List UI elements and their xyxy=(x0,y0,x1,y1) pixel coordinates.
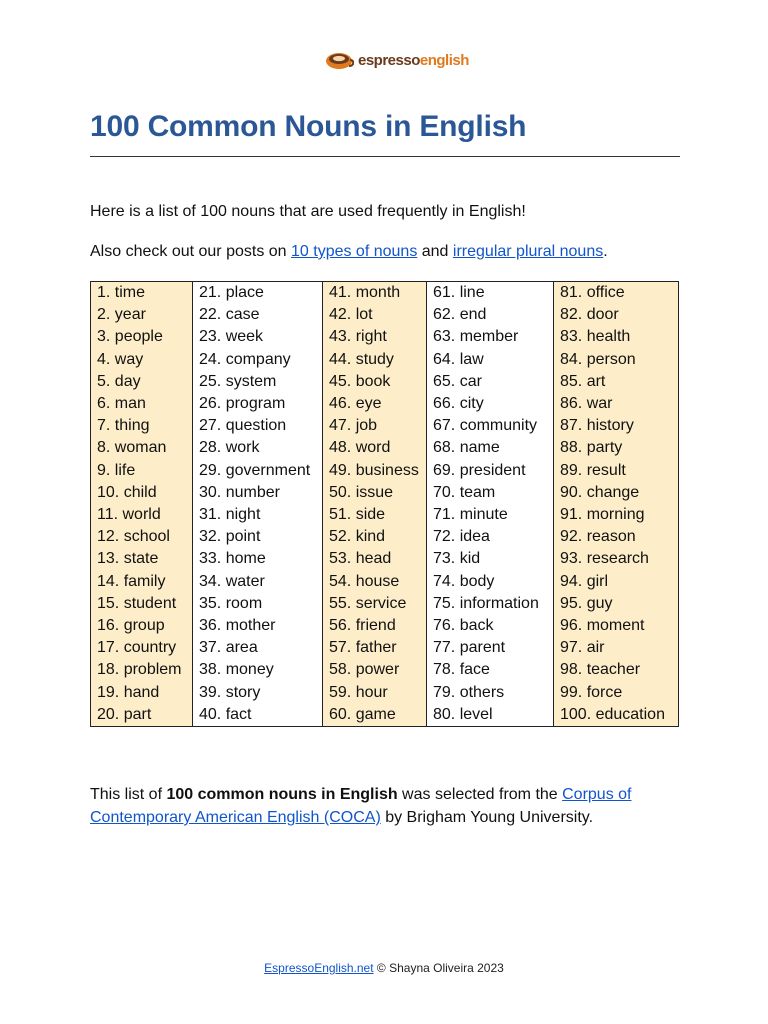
noun-item: 42. lot xyxy=(329,306,373,324)
noun-item: 9. life xyxy=(97,461,136,479)
intro-links-line: Also check out our posts on 10 types of nouns and irregular plural nouns. xyxy=(90,243,608,260)
noun-item: 56. friend xyxy=(329,617,396,635)
noun-item: 54. house xyxy=(329,572,400,590)
noun-item: 27. question xyxy=(199,417,287,435)
noun-item: 40. fact xyxy=(199,705,252,723)
link-types-of-nouns[interactable]: 10 types of nouns xyxy=(291,243,418,260)
noun-item: 23. week xyxy=(199,328,264,346)
noun-item: 7. thing xyxy=(97,417,150,435)
noun-item: 49. business xyxy=(329,461,419,479)
noun-item: 17. country xyxy=(97,639,177,657)
noun-item: 72. idea xyxy=(433,528,490,546)
noun-item: 48. word xyxy=(329,439,391,457)
noun-item: 4. way xyxy=(97,350,144,368)
nouns-column-2 xyxy=(193,282,323,727)
noun-item: 14. family xyxy=(97,572,166,590)
noun-item: 13. state xyxy=(97,550,159,568)
noun-item: 90. change xyxy=(560,483,640,501)
noun-item: 29. government xyxy=(199,461,311,479)
noun-item: 8. woman xyxy=(97,439,167,457)
noun-item: 76. back xyxy=(433,617,494,635)
noun-item: 87. history xyxy=(560,417,634,435)
noun-item: 80. level xyxy=(433,705,493,723)
noun-item: 39. story xyxy=(199,683,261,701)
footer-site-link[interactable]: EspressoEnglish.net xyxy=(264,961,374,975)
page-footer xyxy=(0,961,768,975)
noun-item: 44. study xyxy=(329,350,394,368)
noun-item: 19. hand xyxy=(97,683,160,701)
noun-item: 45. book xyxy=(329,372,391,390)
noun-item: 35. room xyxy=(199,594,263,612)
noun-item: 95. guy xyxy=(560,594,613,612)
noun-item: 67. community xyxy=(433,417,538,435)
noun-item: 77. parent xyxy=(433,639,506,657)
espresso-english-logo[interactable] xyxy=(324,47,469,73)
noun-item: 16. group xyxy=(97,617,165,635)
noun-item: 61. line xyxy=(433,284,485,301)
noun-item: 91. morning xyxy=(560,506,645,524)
noun-item: 83. health xyxy=(560,328,631,346)
noun-item: 50. issue xyxy=(329,483,394,501)
noun-item: 58. power xyxy=(329,661,400,679)
nouns-table xyxy=(90,281,679,727)
noun-item: 12. school xyxy=(97,528,170,546)
nouns-column-3 xyxy=(323,282,427,727)
noun-item: 34. water xyxy=(199,572,265,590)
noun-item: 82. door xyxy=(560,306,619,324)
noun-item: 84. person xyxy=(560,350,636,368)
noun-item: 37. area xyxy=(199,639,258,657)
noun-item: 43. right xyxy=(329,328,387,346)
noun-item: 60. game xyxy=(329,705,396,723)
noun-item: 11. world xyxy=(97,506,161,524)
noun-item: 63. member xyxy=(433,328,519,346)
noun-item: 38. money xyxy=(199,661,274,679)
noun-item: 94. girl xyxy=(560,572,609,590)
noun-item: 88. party xyxy=(560,439,623,457)
nouns-table-wrapper xyxy=(90,281,679,727)
noun-item: 64. law xyxy=(433,350,484,368)
noun-item: 97. air xyxy=(560,639,605,657)
noun-item: 79. others xyxy=(433,683,505,701)
source-note: This list of 100 common nouns in English was selected from the Corpus of Contemporary American English (COCA) by Brigham Young University. xyxy=(90,786,632,826)
noun-item: 55. service xyxy=(329,594,407,612)
noun-item: 36. mother xyxy=(199,617,276,635)
noun-item: 53. head xyxy=(329,550,392,568)
logo-text: espressoenglish xyxy=(358,51,469,69)
noun-item: 57. father xyxy=(329,639,397,657)
title-divider xyxy=(90,156,680,157)
noun-item: 85. art xyxy=(560,372,606,390)
noun-item: 70. team xyxy=(433,483,496,501)
noun-item: 5. day xyxy=(97,372,141,390)
noun-item: 10. child xyxy=(97,483,157,501)
intro-text: Here is a list of 100 nouns that are used frequently in English! xyxy=(90,203,526,220)
noun-item: 20. part xyxy=(97,705,152,723)
noun-item: 98. teacher xyxy=(560,661,641,679)
noun-item: 66. city xyxy=(433,395,484,413)
noun-item: 15. student xyxy=(97,594,177,612)
link-irregular-plural-nouns[interactable]: irregular plural nouns xyxy=(452,243,604,260)
noun-item: 59. hour xyxy=(329,683,388,701)
noun-item: 52. kind xyxy=(329,528,386,546)
noun-item: 1. time xyxy=(97,284,146,301)
nouns-column-5 xyxy=(554,282,679,727)
noun-item: 18. problem xyxy=(97,661,182,679)
noun-item: 25. system xyxy=(199,372,277,390)
noun-item: 81. office xyxy=(560,284,625,301)
noun-item: 65. car xyxy=(433,372,482,390)
noun-item: 32. point xyxy=(199,528,261,546)
noun-item: 22. case xyxy=(199,306,260,324)
noun-item: 86. war xyxy=(560,395,613,413)
noun-item: 41. month xyxy=(329,284,401,301)
noun-item: 92. reason xyxy=(560,528,636,546)
noun-item: 33. home xyxy=(199,550,266,568)
noun-item: 89. result xyxy=(560,461,626,479)
noun-item: 93. research xyxy=(560,550,649,568)
noun-item: 100. education xyxy=(560,705,665,723)
noun-item: 26. program xyxy=(199,395,286,413)
noun-item: 2. year xyxy=(97,306,146,324)
noun-item: 96. moment xyxy=(560,617,645,635)
noun-item: 47. job xyxy=(329,417,378,435)
noun-item: 3. people xyxy=(97,328,163,346)
noun-item: 6. man xyxy=(97,395,146,413)
nouns-column-1 xyxy=(91,282,193,727)
noun-item: 28. work xyxy=(199,439,260,457)
noun-item: 99. force xyxy=(560,683,623,701)
noun-item: 51. side xyxy=(329,506,386,524)
noun-item: 21. place xyxy=(199,284,264,301)
noun-item: 78. face xyxy=(433,661,490,679)
copyright-text: © Shayna Oliveira 2023 xyxy=(373,961,504,975)
noun-item: 46. eye xyxy=(329,395,382,413)
noun-item: 74. body xyxy=(433,572,495,590)
noun-item: 71. minute xyxy=(433,506,508,524)
noun-item: 68. name xyxy=(433,439,500,457)
coffee-cup-icon xyxy=(324,49,354,71)
noun-item: 24. company xyxy=(199,350,291,368)
noun-item: 69. president xyxy=(433,461,526,479)
noun-item: 62. end xyxy=(433,306,487,324)
link-coca-corpus[interactable]: Corpus of Contemporary American English (COCA) xyxy=(90,786,632,826)
noun-item: 73. kid xyxy=(433,550,481,568)
page-title: 100 Common Nouns in English xyxy=(90,110,527,143)
noun-item: 30. number xyxy=(199,483,280,501)
noun-item: 75. information xyxy=(433,594,539,612)
noun-item: 31. night xyxy=(199,506,261,524)
nouns-column-4 xyxy=(427,282,554,727)
